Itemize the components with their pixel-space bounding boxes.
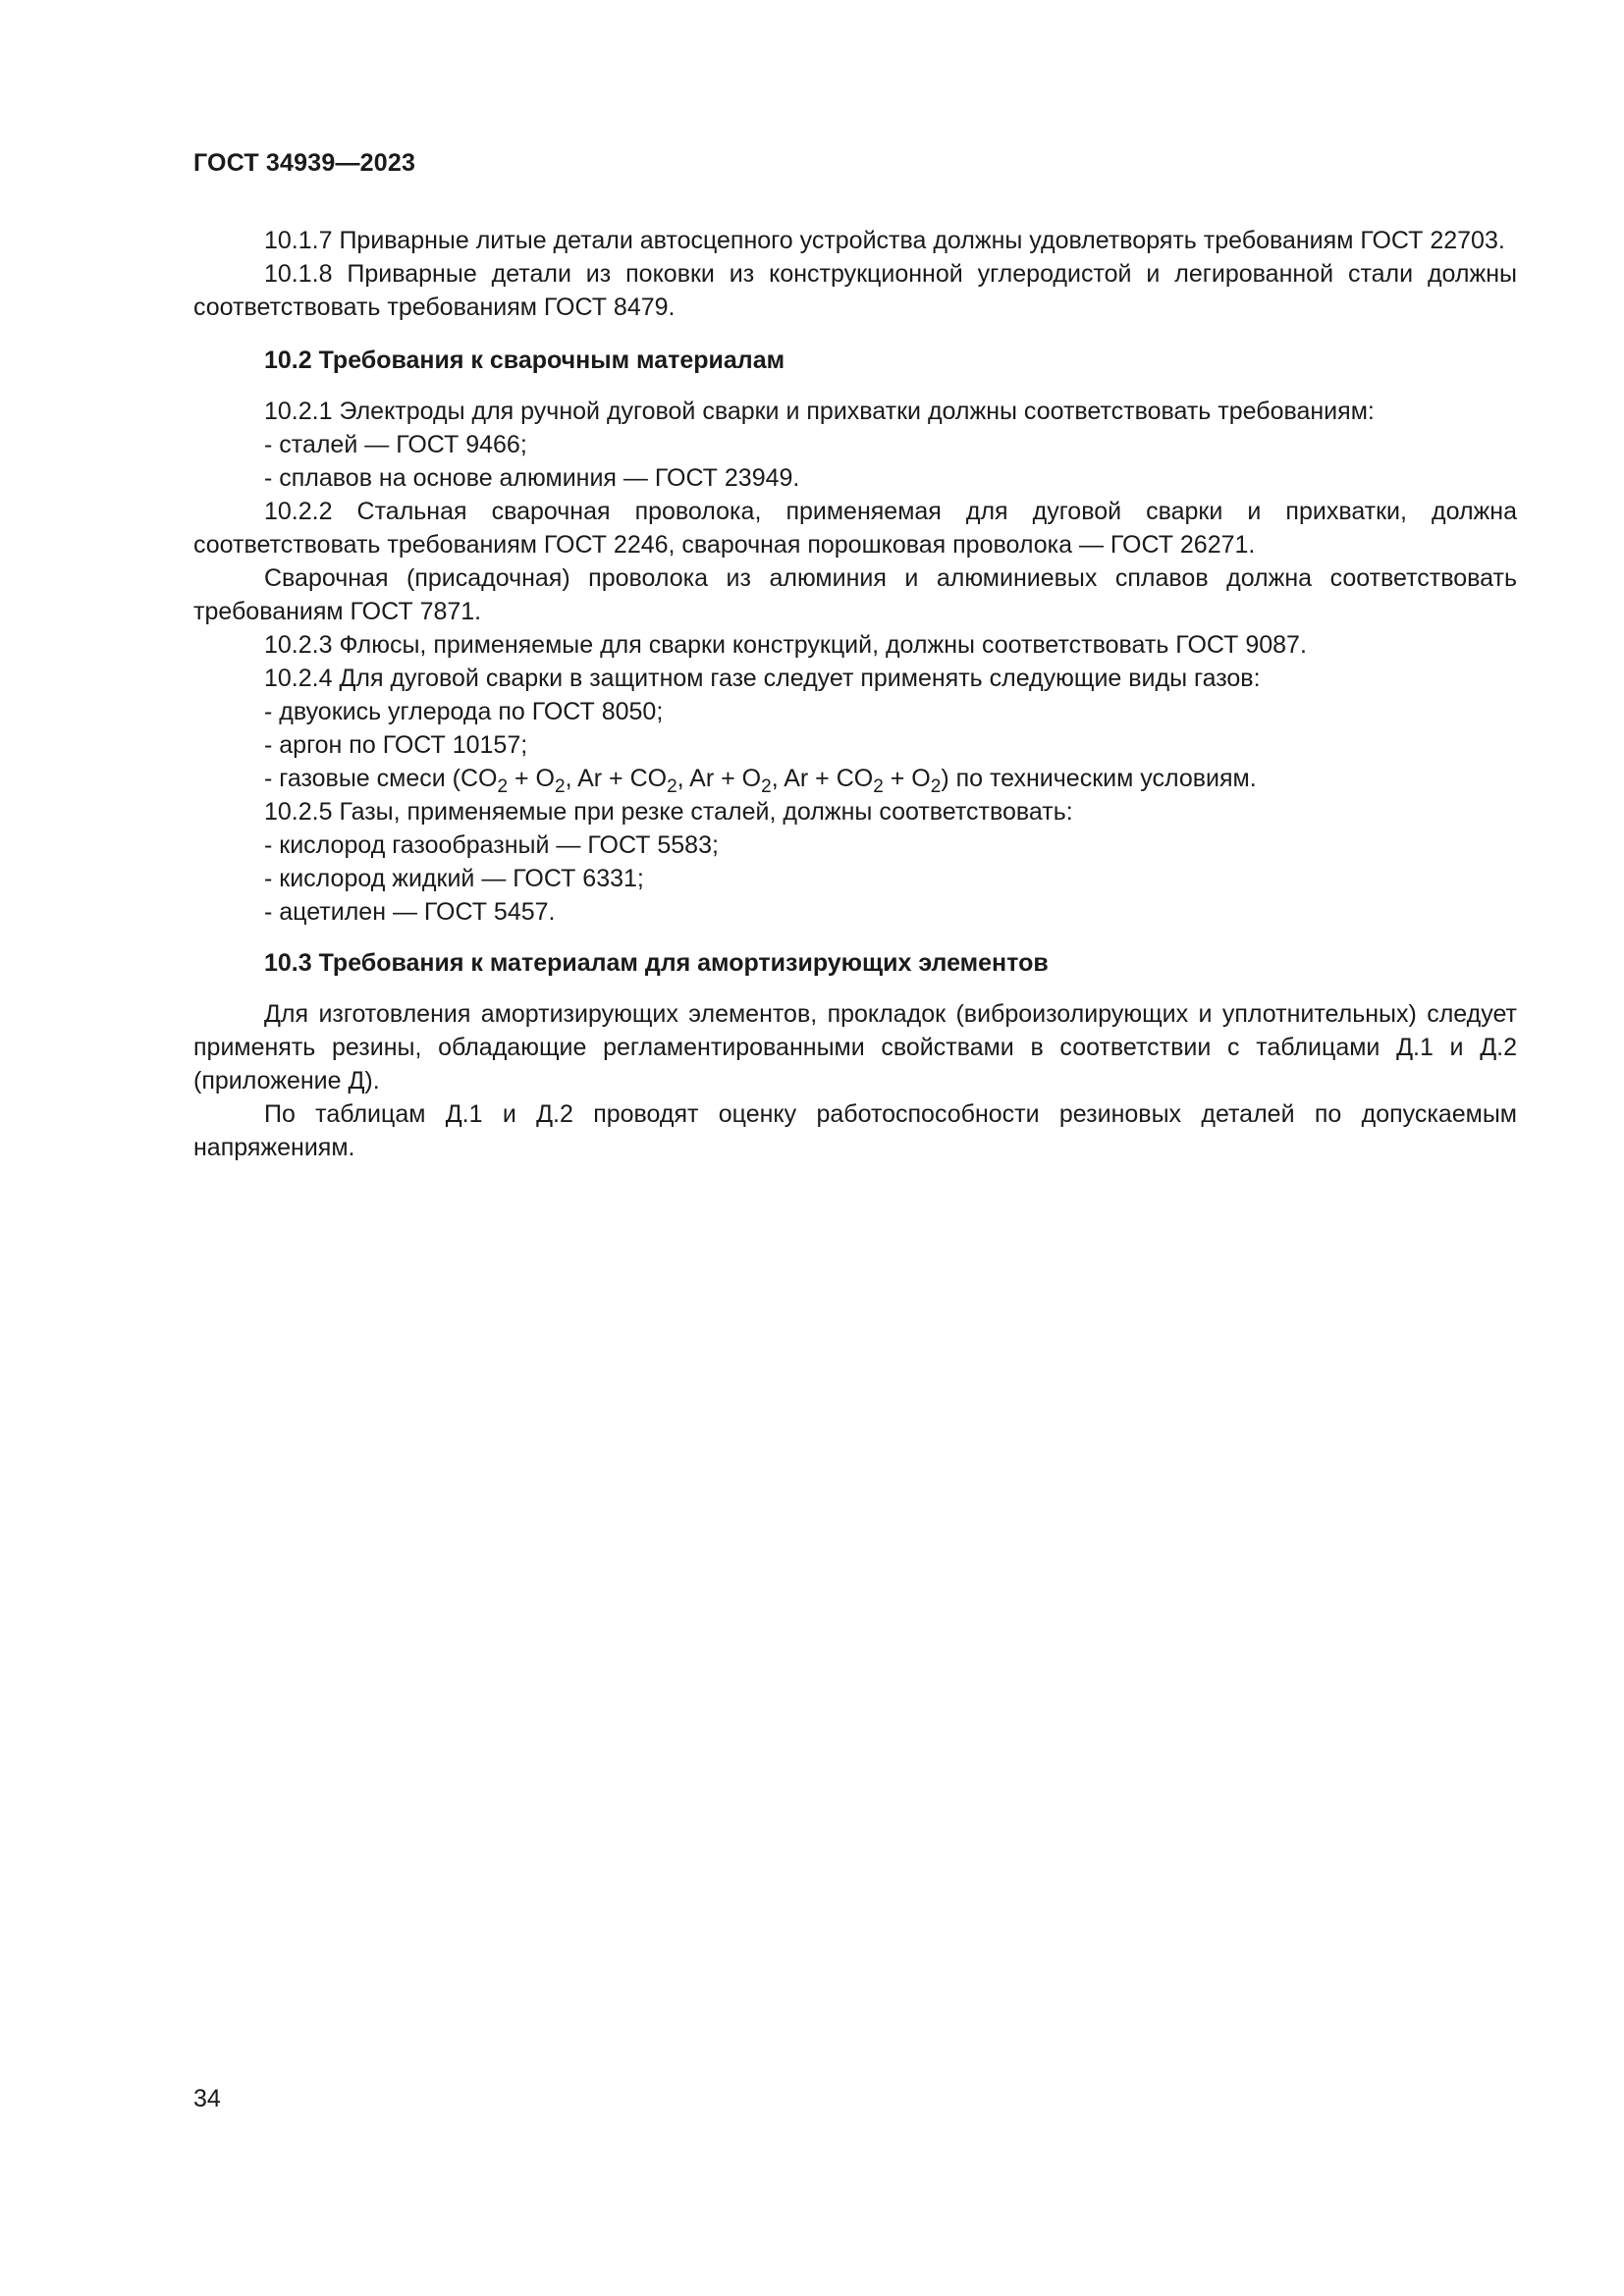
paragraph-10-2-2-aluminium: Сварочная (присадочная) проволока из алюминия и алюминиевых сплавов должна соответствовать требованиям ГОСТ 7871.	[193, 564, 1517, 625]
section-heading-10-3: 10.3 Требования к материалам для амортизирующих элементов	[264, 949, 1049, 977]
document-body	[193, 224, 1517, 1164]
document-header: ГОСТ 34939—2023	[193, 149, 416, 177]
list-item: - кислород жидкий — ГОСТ 6331;	[264, 865, 644, 892]
paragraph-10-1-7: 10.1.7 Приварные литые детали автосцепного устройства должны удовлетворять требованиям ГОСТ 22703.	[264, 227, 1505, 254]
page-number: 34	[193, 2085, 221, 2112]
list-item: - аргон по ГОСТ 10157;	[264, 731, 528, 759]
list-item: - двуокись углерода по ГОСТ 8050;	[264, 698, 664, 725]
list-item: - сплавов на основе алюминия — ГОСТ 23949.	[264, 464, 800, 492]
paragraph-10-3-rubber: Для изготовления амортизирующих элементов, прокладок (виброизолирующих и уплотнительных) следует применять резины, обладающие регламентированными свойствами в соответствии с таблицами Д.1 и Д.2 (приложение Д).	[193, 1000, 1517, 1095]
list-item: - ацетилен — ГОСТ 5457.	[264, 898, 556, 926]
section-heading-10-2: 10.2 Требования к сварочным материалам	[264, 347, 785, 374]
list-item: - сталей — ГОСТ 9466;	[264, 431, 527, 458]
paragraph-10-2-3: 10.2.3 Флюсы, применяемые для сварки конструкций, должны соответствовать ГОСТ 9087.	[264, 631, 1307, 659]
paragraph-10-2-4: 10.2.4 Для дуговой сварки в защитном газе следует применять следующие виды газов:	[264, 665, 1261, 692]
paragraph-10-2-2: 10.2.2 Стальная сварочная проволока, применяемая для дуговой сварки и прихватки, должна соответствовать требованиям ГОСТ 2246, сварочная порошковая проволока — ГОСТ 26271.	[193, 498, 1517, 559]
list-item: - кислород газообразный — ГОСТ 5583;	[264, 831, 719, 859]
list-item-gas-mixtures: - газовые смеси ($CO_2 + O_2$, $Ar + CO_2$, $Ar + O_2$, $Ar + CO_2 + O_2$) по техническим условиям.	[264, 765, 1257, 797]
paragraph-10-1-8: 10.1.8 Приварные детали из поковки из конструкционной углеродистой и легированной стали должны соответствовать требованиям ГОСТ 8479.	[193, 260, 1517, 321]
paragraph-10-2-1: 10.2.1 Электроды для ручной дуговой сварки и прихватки должны соответствовать требованиям:	[264, 398, 1375, 425]
paragraph-10-2-5: 10.2.5 Газы, применяемые при резке сталей, должны соответствовать:	[264, 798, 1073, 826]
paragraph-10-3-tables: По таблицам Д.1 и Д.2 проводят оценку работоспособности резиновых деталей по допускаемым напряжениям.	[193, 1100, 1517, 1161]
